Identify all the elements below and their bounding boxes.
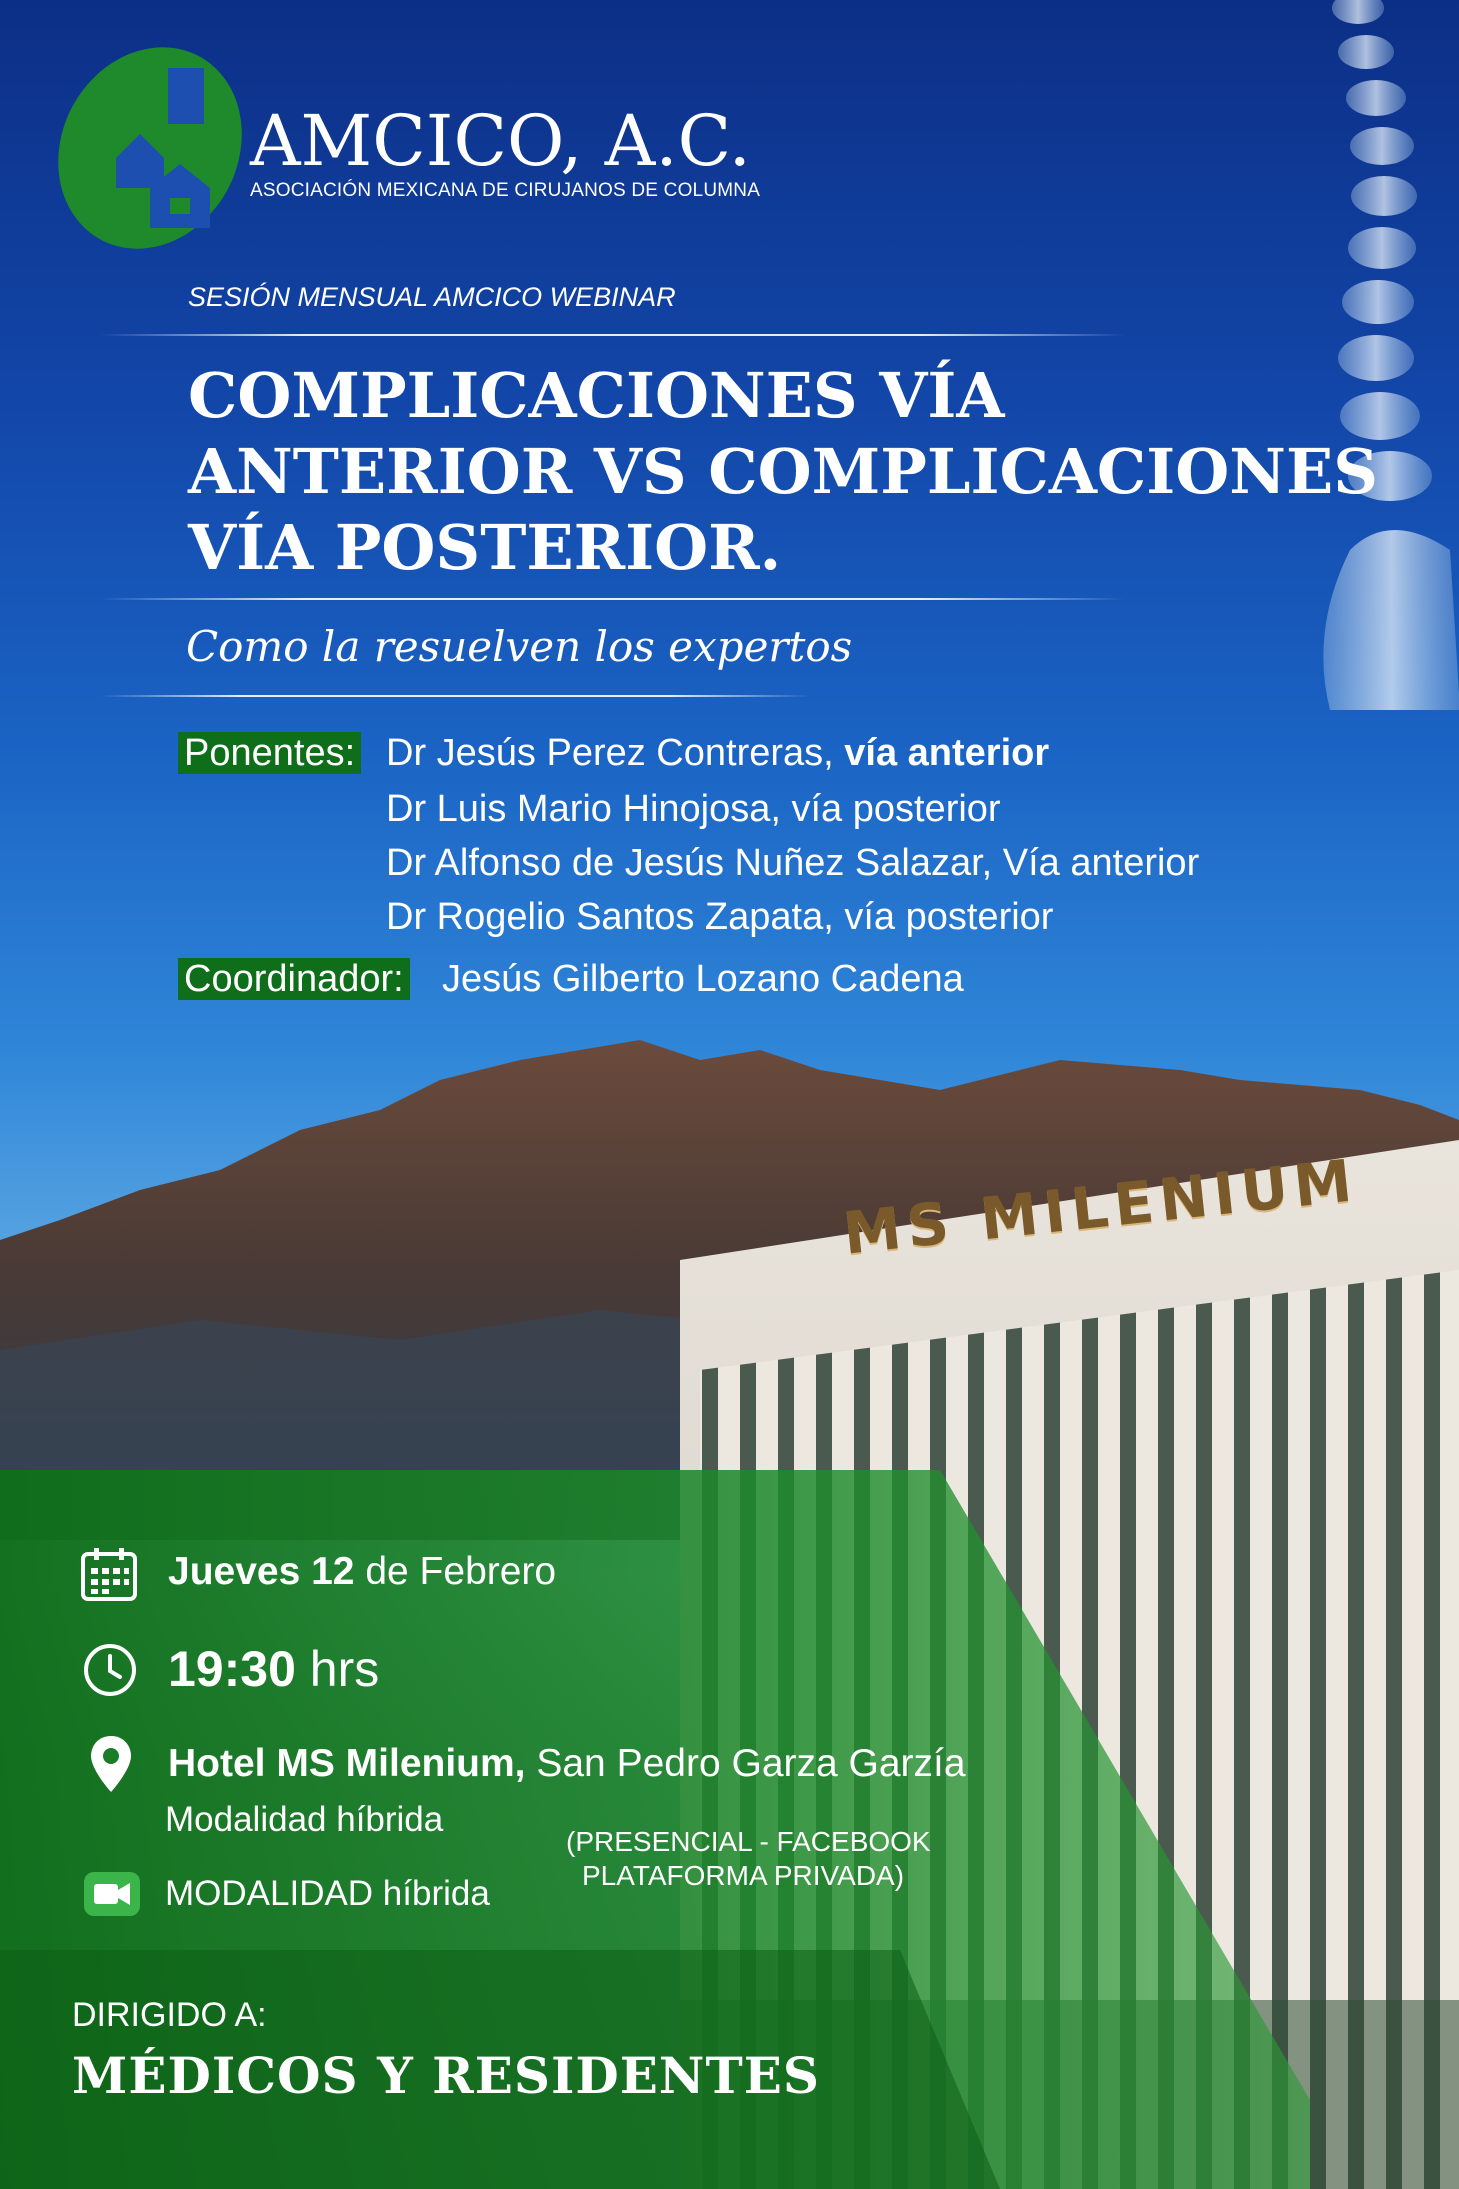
speaker-2: Dr Luis Mario Hinojosa, vía posterior bbox=[386, 788, 1001, 830]
video-mode-line: MODALIDAD híbrida bbox=[165, 1874, 490, 1913]
video-camera-icon bbox=[84, 1872, 140, 1916]
amcico-logo bbox=[40, 38, 250, 258]
event-date: Jueves 12 de Febrero bbox=[168, 1550, 557, 1593]
location-pin-icon bbox=[88, 1734, 134, 1794]
event-time: 19:30 hrs bbox=[168, 1641, 380, 1697]
audience-value: MÉDICOS Y RESIDENTES bbox=[72, 2046, 820, 2105]
divider-bottom bbox=[100, 695, 810, 697]
title-line-1: COMPLICACIONES VÍA bbox=[188, 359, 1005, 432]
divider-top bbox=[100, 334, 1125, 336]
speaker-4: Dr Rogelio Santos Zapata, vía posterior bbox=[386, 896, 1054, 938]
title-line-2: ANTERIOR VS COMPLICACIONES bbox=[188, 435, 1378, 508]
event-tagline: Como la resuelven los expertos bbox=[186, 622, 853, 671]
coordinator-label: Coordinador: bbox=[178, 958, 410, 1001]
brand-name: AMCICO, A.C. bbox=[250, 100, 751, 182]
event-title bbox=[188, 358, 1378, 586]
event-place: Hotel MS Milenium, San Pedro Garza Garzía bbox=[168, 1742, 966, 1785]
audience-label: DIRIGIDO A: bbox=[72, 1996, 267, 2034]
clock-icon bbox=[82, 1642, 138, 1698]
speaker-1: Dr Jesús Perez Contreras, vía anterior bbox=[386, 732, 1050, 774]
calendar-icon bbox=[80, 1546, 138, 1602]
speaker-3: Dr Alfonso de Jesús Nuñez Salazar, Vía anterior bbox=[386, 842, 1200, 884]
mode-line: Modalidad híbrida bbox=[165, 1800, 444, 1839]
coordinator-name: Jesús Gilberto Lozano Cadena bbox=[442, 958, 964, 1000]
divider-middle bbox=[100, 598, 1125, 600]
mode-note-1: (PRESENCIAL - FACEBOOK bbox=[566, 1826, 931, 1857]
event-kicker: SESIÓN MENSUAL AMCICO WEBINAR bbox=[188, 282, 676, 312]
title-line-3: VÍA POSTERIOR. bbox=[188, 511, 782, 584]
hotel-sign: MS MILENIUM bbox=[840, 1146, 1361, 1268]
speakers-label: Ponentes: bbox=[178, 732, 361, 775]
mode-note-2: PLATAFORMA PRIVADA) bbox=[582, 1860, 905, 1891]
brand-subtitle: ASOCIACIÓN MEXICANA DE CIRUJANOS DE COLUMNA bbox=[250, 180, 761, 201]
spine-illustration bbox=[1310, 0, 1459, 710]
